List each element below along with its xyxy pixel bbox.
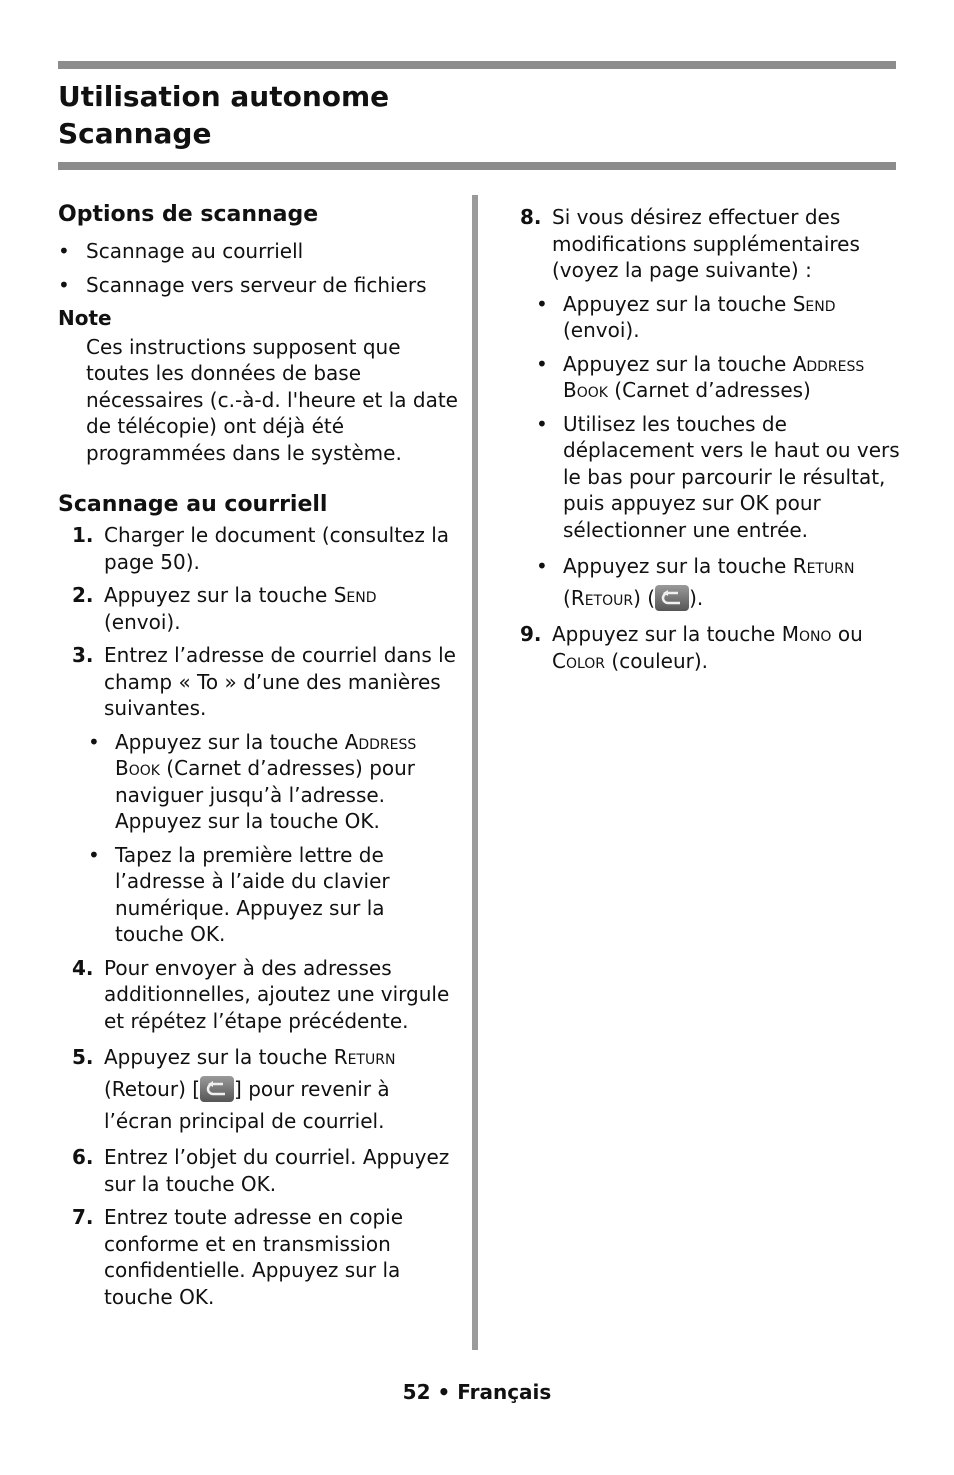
step-text: Pour envoyer à des adresses additionnelles, ajoutez une virgule et répétez l’étape précédente. xyxy=(104,955,450,1033)
step-number: 9. xyxy=(520,622,542,646)
step-6 xyxy=(58,1144,458,1197)
sub-text: Appuyez sur la touche xyxy=(563,291,793,316)
page-title-line2: Scannage xyxy=(58,117,212,150)
page-footer: 52 • Français xyxy=(402,1380,552,1404)
sub-text: Appuyez sur la touche xyxy=(563,351,793,376)
key-name: Send xyxy=(333,583,377,607)
sub-text: (envoi). xyxy=(563,318,640,342)
step-3 xyxy=(58,642,458,948)
step-text: ] pour revenir à l’écran principal de courriel. xyxy=(104,1077,390,1133)
step-number: 8. xyxy=(520,205,542,229)
sub-text: Appuyez sur la touche xyxy=(563,554,793,578)
step-text: Entrez l’adresse de courriel dans le champ « To » d’une des manières suivantes. xyxy=(104,643,456,720)
options-heading: Options de scannage xyxy=(58,202,319,227)
sub-item xyxy=(563,550,906,614)
left-column xyxy=(58,200,458,1317)
sub-item: • Tapez la première lettre de l’adresse à l’aide du clavier numérique. Appuyez sur la touche OK. xyxy=(115,842,458,948)
top-rule xyxy=(58,61,896,69)
key-name: Address Book xyxy=(563,351,865,402)
step-number: 6. xyxy=(72,1145,94,1169)
page-title-line1: Utilisation autonome xyxy=(58,80,390,113)
step-text: (couleur). xyxy=(605,648,709,673)
step-text: Appuyez sur la touche xyxy=(104,1045,334,1069)
step-7 xyxy=(58,1204,458,1310)
title-underline-rule xyxy=(58,162,896,170)
sub-item: • Utilisez les touches de déplacement vers le haut ou vers le bas pour parcourir le résultat, puis appuyez sur OK pour sélectionner une entrée. xyxy=(563,411,906,544)
step-text: (Retour) [ xyxy=(104,1077,201,1101)
right-steps xyxy=(520,204,906,284)
step-4 xyxy=(58,955,458,1035)
step-8 xyxy=(520,204,906,284)
sub-text: (Carnet d’adresses) pour naviguer jusqu’à l’adresse. Appuyez sur la touche OK. xyxy=(115,756,416,833)
step-8-options xyxy=(563,291,906,615)
step-text: Appuyez sur la touche xyxy=(104,583,334,607)
return-arrow-icon xyxy=(200,1076,234,1102)
key-name: Return xyxy=(333,1045,396,1069)
key-name: Return xyxy=(792,554,855,578)
return-arrow-icon xyxy=(655,585,689,611)
sub-text: (Carnet d’adresses) xyxy=(607,378,811,402)
step-number: 1. xyxy=(72,523,94,547)
right-steps-continued xyxy=(520,621,906,674)
step-number: 3. xyxy=(72,643,94,667)
column-divider xyxy=(472,195,478,1350)
key-name: Address Book xyxy=(115,729,417,780)
step-text: ou xyxy=(831,622,863,646)
list-item: • Scannage au courriell xyxy=(58,238,458,265)
step-text: (envoi). xyxy=(104,609,181,634)
step-text: Entrez l’objet du courriel. Appuyez sur la touche OK. xyxy=(104,1145,450,1196)
step-1 xyxy=(58,522,458,575)
page-title xyxy=(58,78,389,152)
step-number: 4. xyxy=(72,955,94,980)
sub-item xyxy=(563,351,906,404)
step-3-options xyxy=(115,729,458,948)
email-steps xyxy=(58,522,458,1310)
step-2 xyxy=(58,582,458,635)
sub-text: ( xyxy=(563,586,571,610)
sub-text: Appuyez sur la touche xyxy=(115,729,345,754)
sub-text: ). xyxy=(689,586,704,610)
right-column xyxy=(520,202,906,681)
key-name: Retour xyxy=(570,586,634,610)
step-text: Appuyez sur la touche xyxy=(552,622,782,646)
email-heading: Scannage au courriell xyxy=(58,492,328,517)
step-text: Entrez toute adresse en copie conforme et en transmission confidentielle. Appuyez sur la touche OK. xyxy=(104,1205,404,1309)
step-text: Charger le document (consultez la page 50). xyxy=(104,523,450,574)
sub-item xyxy=(115,729,458,835)
step-text: Si vous désirez effectuer des modifications supplémentaires (voyez la page suivante) : xyxy=(552,205,860,282)
step-number: 2. xyxy=(72,583,94,607)
key-name: Send xyxy=(792,291,836,316)
list-item: • Scannage vers serveur de fichiers xyxy=(58,272,458,299)
step-number: 7. xyxy=(72,1205,94,1229)
step-9 xyxy=(520,621,906,674)
sub-text: ) ( xyxy=(633,586,656,610)
note-text: Ces instructions supposent que toutes les données de base nécessaires (c.-à-d. l'heure et la date de télécopie) ont déjà été programmées dans le système. xyxy=(86,334,458,465)
step-number: 5. xyxy=(72,1045,94,1069)
step-5 xyxy=(58,1041,458,1137)
options-list xyxy=(58,238,458,298)
key-name: Mono xyxy=(781,622,832,646)
sub-item xyxy=(563,291,906,344)
note-label: Note xyxy=(58,306,112,330)
key-name: Color xyxy=(552,648,606,673)
